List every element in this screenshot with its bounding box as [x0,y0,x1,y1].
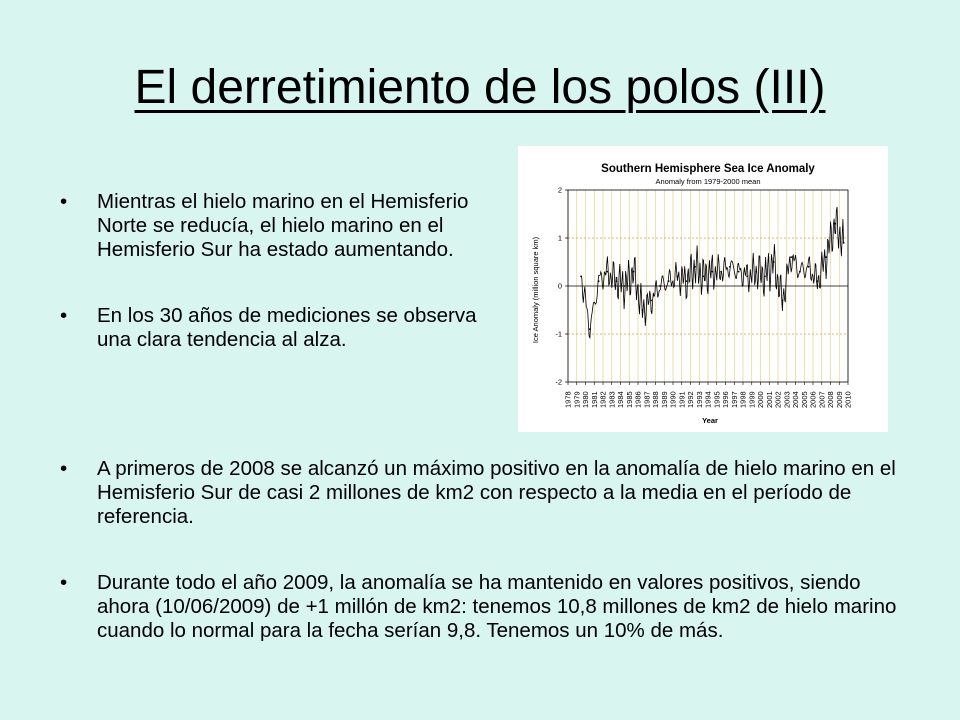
x-tick-label: 1993 [694,391,704,408]
x-tick-label: 1982 [598,391,608,408]
anomaly-point [764,276,766,278]
x-tick-label: 1997 [729,391,739,408]
x-tick-label: 1986 [633,391,643,408]
x-tick-label: 1985 [624,391,634,408]
x-tick-label: 1999 [747,391,757,408]
x-tick-label: 1995 [712,391,722,408]
anomaly-point [720,271,722,273]
chart-subtitle: Anomaly from 1979-2000 mean [655,177,761,186]
y-tick-label: 1 [557,233,562,243]
anomaly-point [676,276,678,278]
anomaly-point [641,309,643,311]
x-axis-ticks [564,382,853,408]
anomaly-point [659,285,661,287]
anomaly-point [606,271,608,273]
y-tick-label: 0 [557,281,562,291]
anomaly-point [711,271,713,273]
x-tick-label: 2008 [826,391,835,408]
anomaly-point [624,285,626,287]
x-tick-label: 1983 [607,391,617,408]
anomaly-point [790,256,792,258]
anomaly-point [834,223,836,225]
x-tick-label: 2007 [817,391,827,408]
anomaly-point [816,280,818,282]
x-tick-label: 1980 [581,391,590,408]
chart-title: Southern Hemisphere Sea Ice Anomaly [601,163,815,175]
x-tick-label: 1990 [668,391,678,408]
x-tick-label: 2010 [843,391,853,408]
x-tick-label: 2004 [791,391,800,408]
chart-svg [518,146,888,432]
anomaly-point [843,242,845,244]
x-tick-label: 2000 [756,391,765,408]
anomaly-point [650,300,652,302]
bullet-item: • Durante todo el año 2009, la anomalía se ha mantenido en valores positivos, siendo ahora (10/06/2009) de +1 millón de km2: tenemos 10,8 millones de km2 de hielo marino cuando lo normal para la fecha serían 9,8. Tenemos un 10% de más. [60,571,900,643]
y-axis-label: Ice Anomaly (million square km) [531,236,540,344]
x-tick-label: 1991 [677,391,687,408]
anomaly-point [825,256,827,258]
anomaly-point [746,276,748,278]
anomaly-point [615,280,617,282]
x-tick-label: 2001 [764,391,774,408]
chart-series [580,207,844,338]
x-tick-label: 1987 [642,391,652,408]
y-axis-ticks [555,186,568,387]
x-tick-label: 2005 [799,391,809,408]
y-tick-label: -2 [555,377,562,387]
anomaly-point [738,271,740,273]
bottom-bullet-list [60,457,900,643]
anomaly-point [580,276,582,278]
x-tick-label: 2003 [782,391,792,408]
x-tick-label: 1998 [738,391,748,408]
bullet-item: • En los 30 años de mediciones se observa una clara tendencia al alza. [60,304,510,352]
bullet-item: • Mientras el hielo marino en el Hemisferio Norte se reducía, el hielo marino en el Hemisferio Sur ha estado aumentando. [60,190,510,262]
x-tick-label: 1979 [572,391,582,408]
y-tick-label: 2 [557,185,562,195]
y-tick-label: -1 [555,329,562,339]
x-tick-label: 2006 [808,391,818,408]
anomaly-point [703,276,705,278]
x-tick-label: 1994 [703,391,713,408]
left-bullet-list [60,190,510,352]
x-tick-label: 1978 [563,391,573,408]
slide-title: El derretimiento de los polos (III) [134,61,826,114]
bullet-item: • A primeros de 2008 se alcanzó un máximo positivo en la anomalía de hielo marino en el Hemisferio Sur de casi 2 millones de km2 con respecto a la media en el período de referencia. [60,457,900,529]
anomaly-point [589,328,591,330]
sea-ice-anomaly-chart [518,146,888,432]
anomaly-point [729,266,731,268]
anomaly-point [781,300,783,302]
x-tick-label: 2009 [834,391,844,408]
anomaly-point [773,261,775,263]
x-tick-label: 2002 [773,391,783,408]
anomaly-point [685,280,687,282]
x-tick-label: 1981 [589,391,599,408]
anomaly-point [598,280,600,282]
anomaly-point [808,266,810,268]
x-tick-label: 1996 [721,391,730,408]
anomaly-point [668,280,670,282]
x-tick-label: 1989 [659,391,669,408]
anomaly-point [799,271,801,273]
x-tick-label: 1984 [616,391,625,408]
anomaly-point [694,266,696,268]
x-tick-label: 1988 [651,391,660,408]
x-tick-label: 1992 [686,391,695,408]
anomaly-point [755,271,757,273]
anomaly-point [633,271,635,273]
x-axis-label: Year [702,416,718,425]
